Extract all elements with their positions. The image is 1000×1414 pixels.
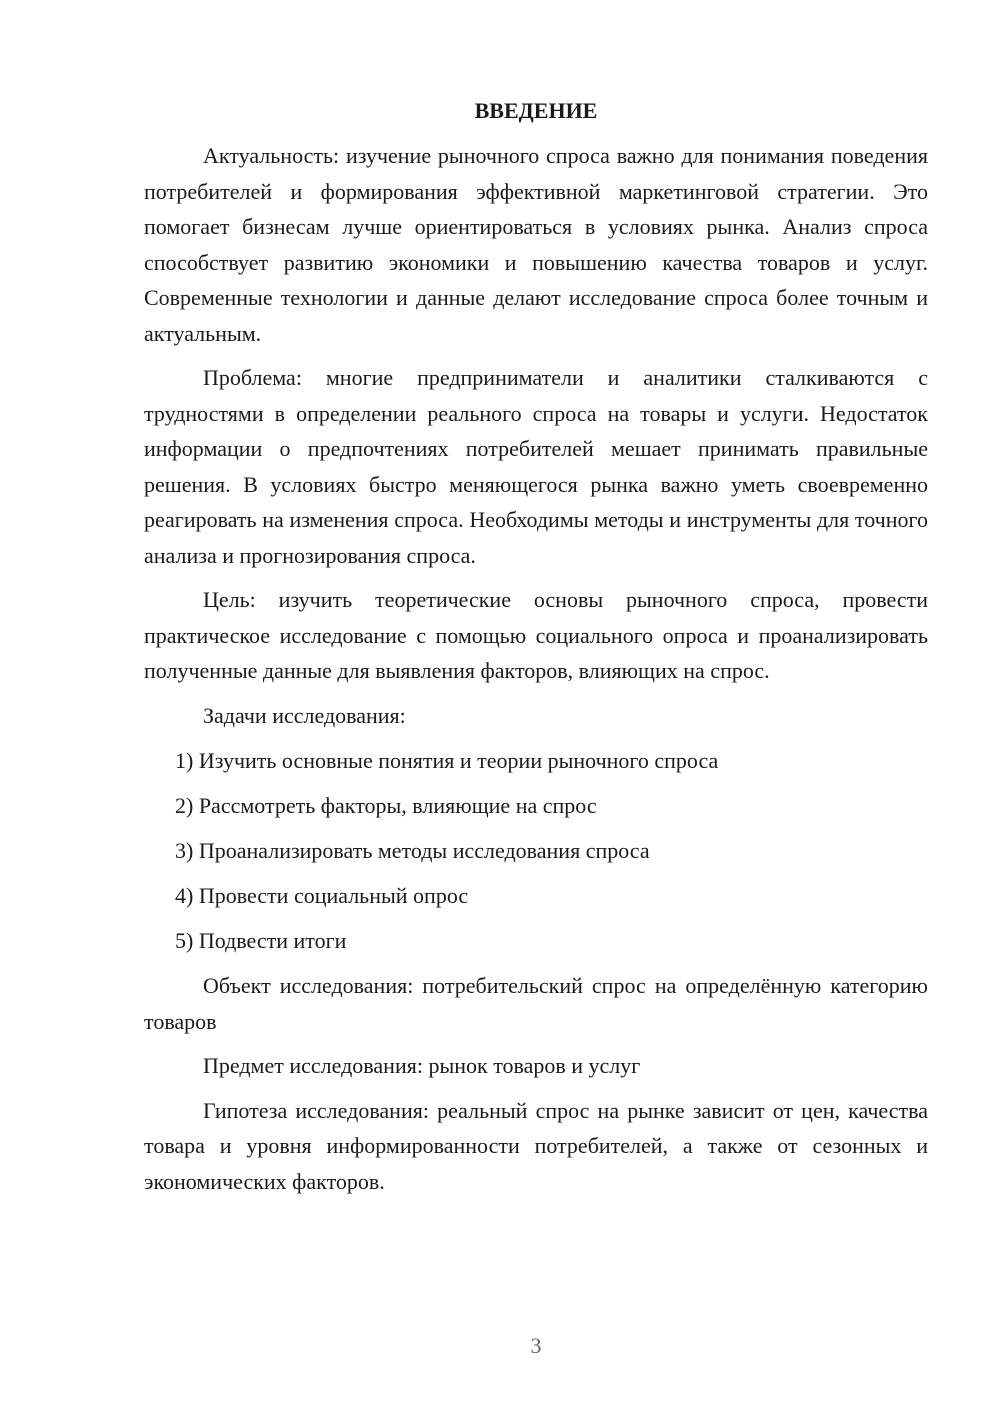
relevance-paragraph: Актуальность: изучение рыночного спроса важно для понимания поведения потребителей и формирования эффективной маркетинговой стратегии. Это помогает бизнесам лучше ориентироваться в условиях рынка. Анализ спроса способствует развитию экономики и повышению качества товаров и услуг. Современные технологии и данные делают исследование спроса более точным и актуальным. [144,143,928,346]
goal-paragraph: Цель: изучить теоретические основы рыночного спроса, провести практическое исследование с помощью социального опроса и проанализировать полученные данные для выявления факторов, влияющих на спрос. [144,587,928,683]
document-page [144,96,928,1208]
task-item: 2) Рассмотреть факторы, влияющие на спрос [175,793,597,818]
tasks-heading: Задачи исследования: [203,702,406,728]
subject-paragraph: Предмет исследования: рынок товаров и услуг [203,1053,641,1078]
task-item: 1) Изучить основные понятия и теории рыночного спроса [175,748,719,773]
task-item: 3) Проанализировать методы исследования спроса [175,838,650,863]
page-number: 3 [530,1333,542,1358]
hypothesis-paragraph: Гипотеза исследования: реальный спрос на рынке зависит от цен, качества товара и уровня информированности потребителей, а также от сезонных и экономических факторов. [144,1097,928,1194]
section-title: ВВЕДЕНИЕ [474,98,598,123]
problem-paragraph: Проблема: многие предприниматели и аналитики сталкиваются с трудностями в определении реального спроса на товары и услуги. Недостаток информации о предпочтениях потребителей мешает принимать правильные решения. В условиях быстро меняющегося рынка важно уметь своевременно реагировать на изменения спроса. Необходимы методы и инструменты для точного анализа и прогнозирования спроса. [144,365,928,568]
object-paragraph: Объект исследования: потребительский спрос на определённую категорию товаров [144,973,928,1034]
task-item: 5) Подвести итоги [175,928,347,953]
tasks-list [144,743,928,959]
task-item: 4) Провести социальный опрос [175,883,469,908]
